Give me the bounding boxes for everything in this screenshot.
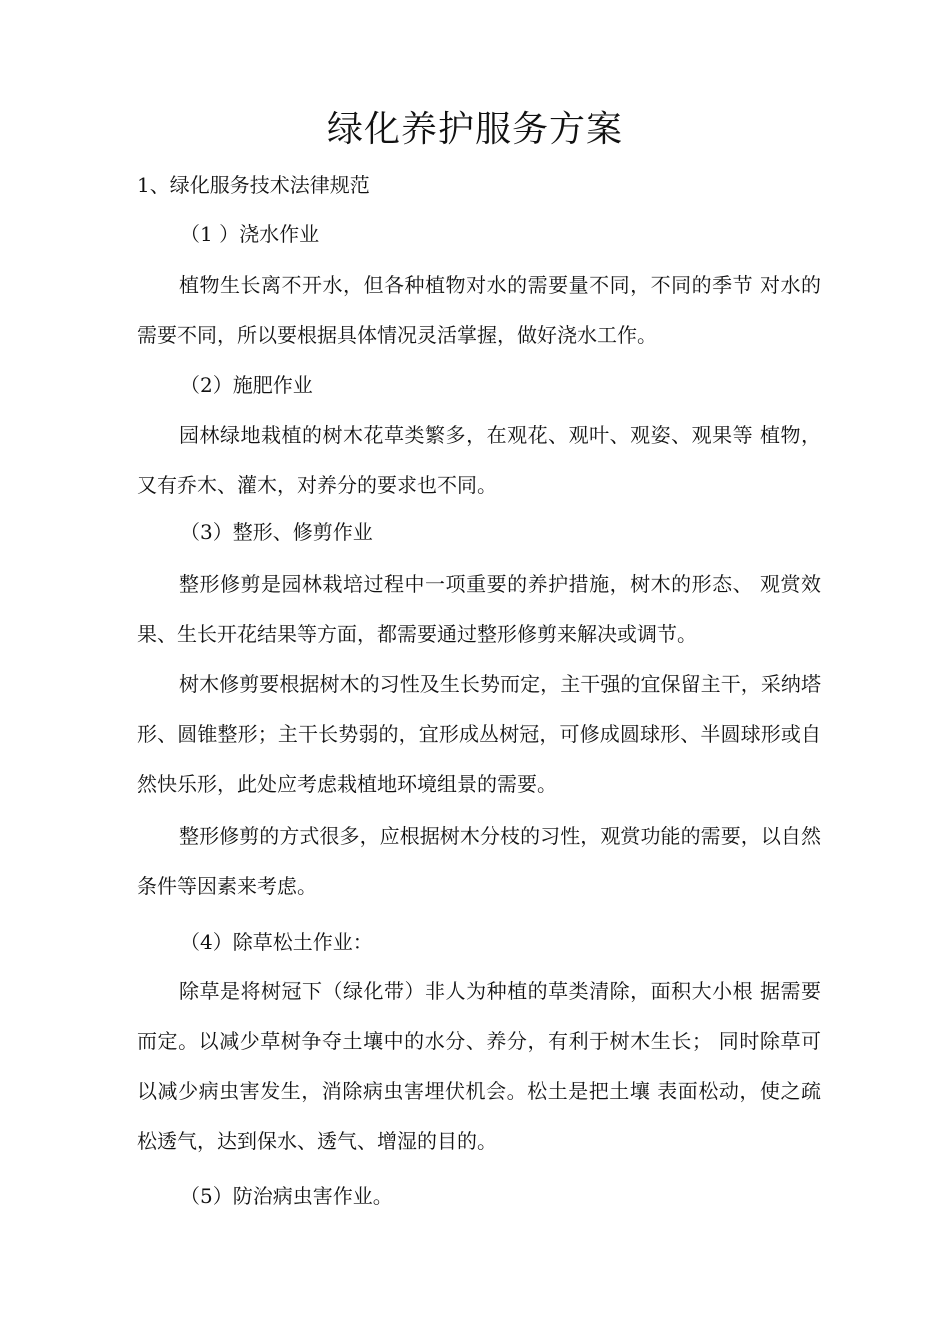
- paragraph-fertilizing: 园林绿地栽植的树木花草类繁多，在观花、观叶、观姿、观果等 植物，又有乔木、灌木，对养分的要求也不同。: [137, 423, 821, 497]
- paragraph-pruning-3: 整形修剪的方式很多，应根据树木分枝的习性，观赏功能的需要，以自然条件等因素来考虑。: [137, 824, 821, 898]
- document-title: 绿化养护服务方案: [326, 109, 623, 150]
- paragraph-watering: 植物生长离不开水，但各种植物对水的需要量不同，不同的季节 对水的需要不同，所以要根据具体情况灵活掌握，做好浇水工作。: [137, 273, 821, 347]
- subsection-heading-weeding: （4）除草松土作业：: [180, 930, 373, 954]
- paragraph-pruning-2: 树木修剪要根据树木的习性及生长势而定，主干强的宜保留主干，采纳塔形、圆锥整形；主干长势弱的，宜形成丛树冠，可修成圆球形、半圆球形或自然快乐形，此处应考虑栽植地环境组景的需要。: [137, 672, 821, 796]
- section-heading: 1、绿化服务技术法律规范: [137, 173, 370, 197]
- subsection-heading-pest-control: （5）防治病虫害作业。: [180, 1184, 393, 1208]
- subsection-heading-pruning: （3）整形、修剪作业: [180, 520, 373, 544]
- paragraph-pruning-1: 整形修剪是园林栽培过程中一项重要的养护措施，树木的形态、 观赏效果、生长开花结果等方面，都需要通过整形修剪来解决或调节。: [137, 572, 821, 646]
- paragraph-weeding: 除草是将树冠下（绿化带）非人为种植的草类清除，面积大小根 据需要而定。以减少草树争夺土壤中的水分、养分，有利于树木生长； 同时除草可以减少病虫害发生，消除病虫害埋伏机会。松土是把土壤 表面松动，使之疏松透气，达到保水、透气、增湿的目的。: [137, 979, 821, 1153]
- subsection-heading-watering: （1 ）浇水作业: [180, 222, 320, 246]
- subsection-heading-fertilizing: （2）施肥作业: [180, 373, 313, 397]
